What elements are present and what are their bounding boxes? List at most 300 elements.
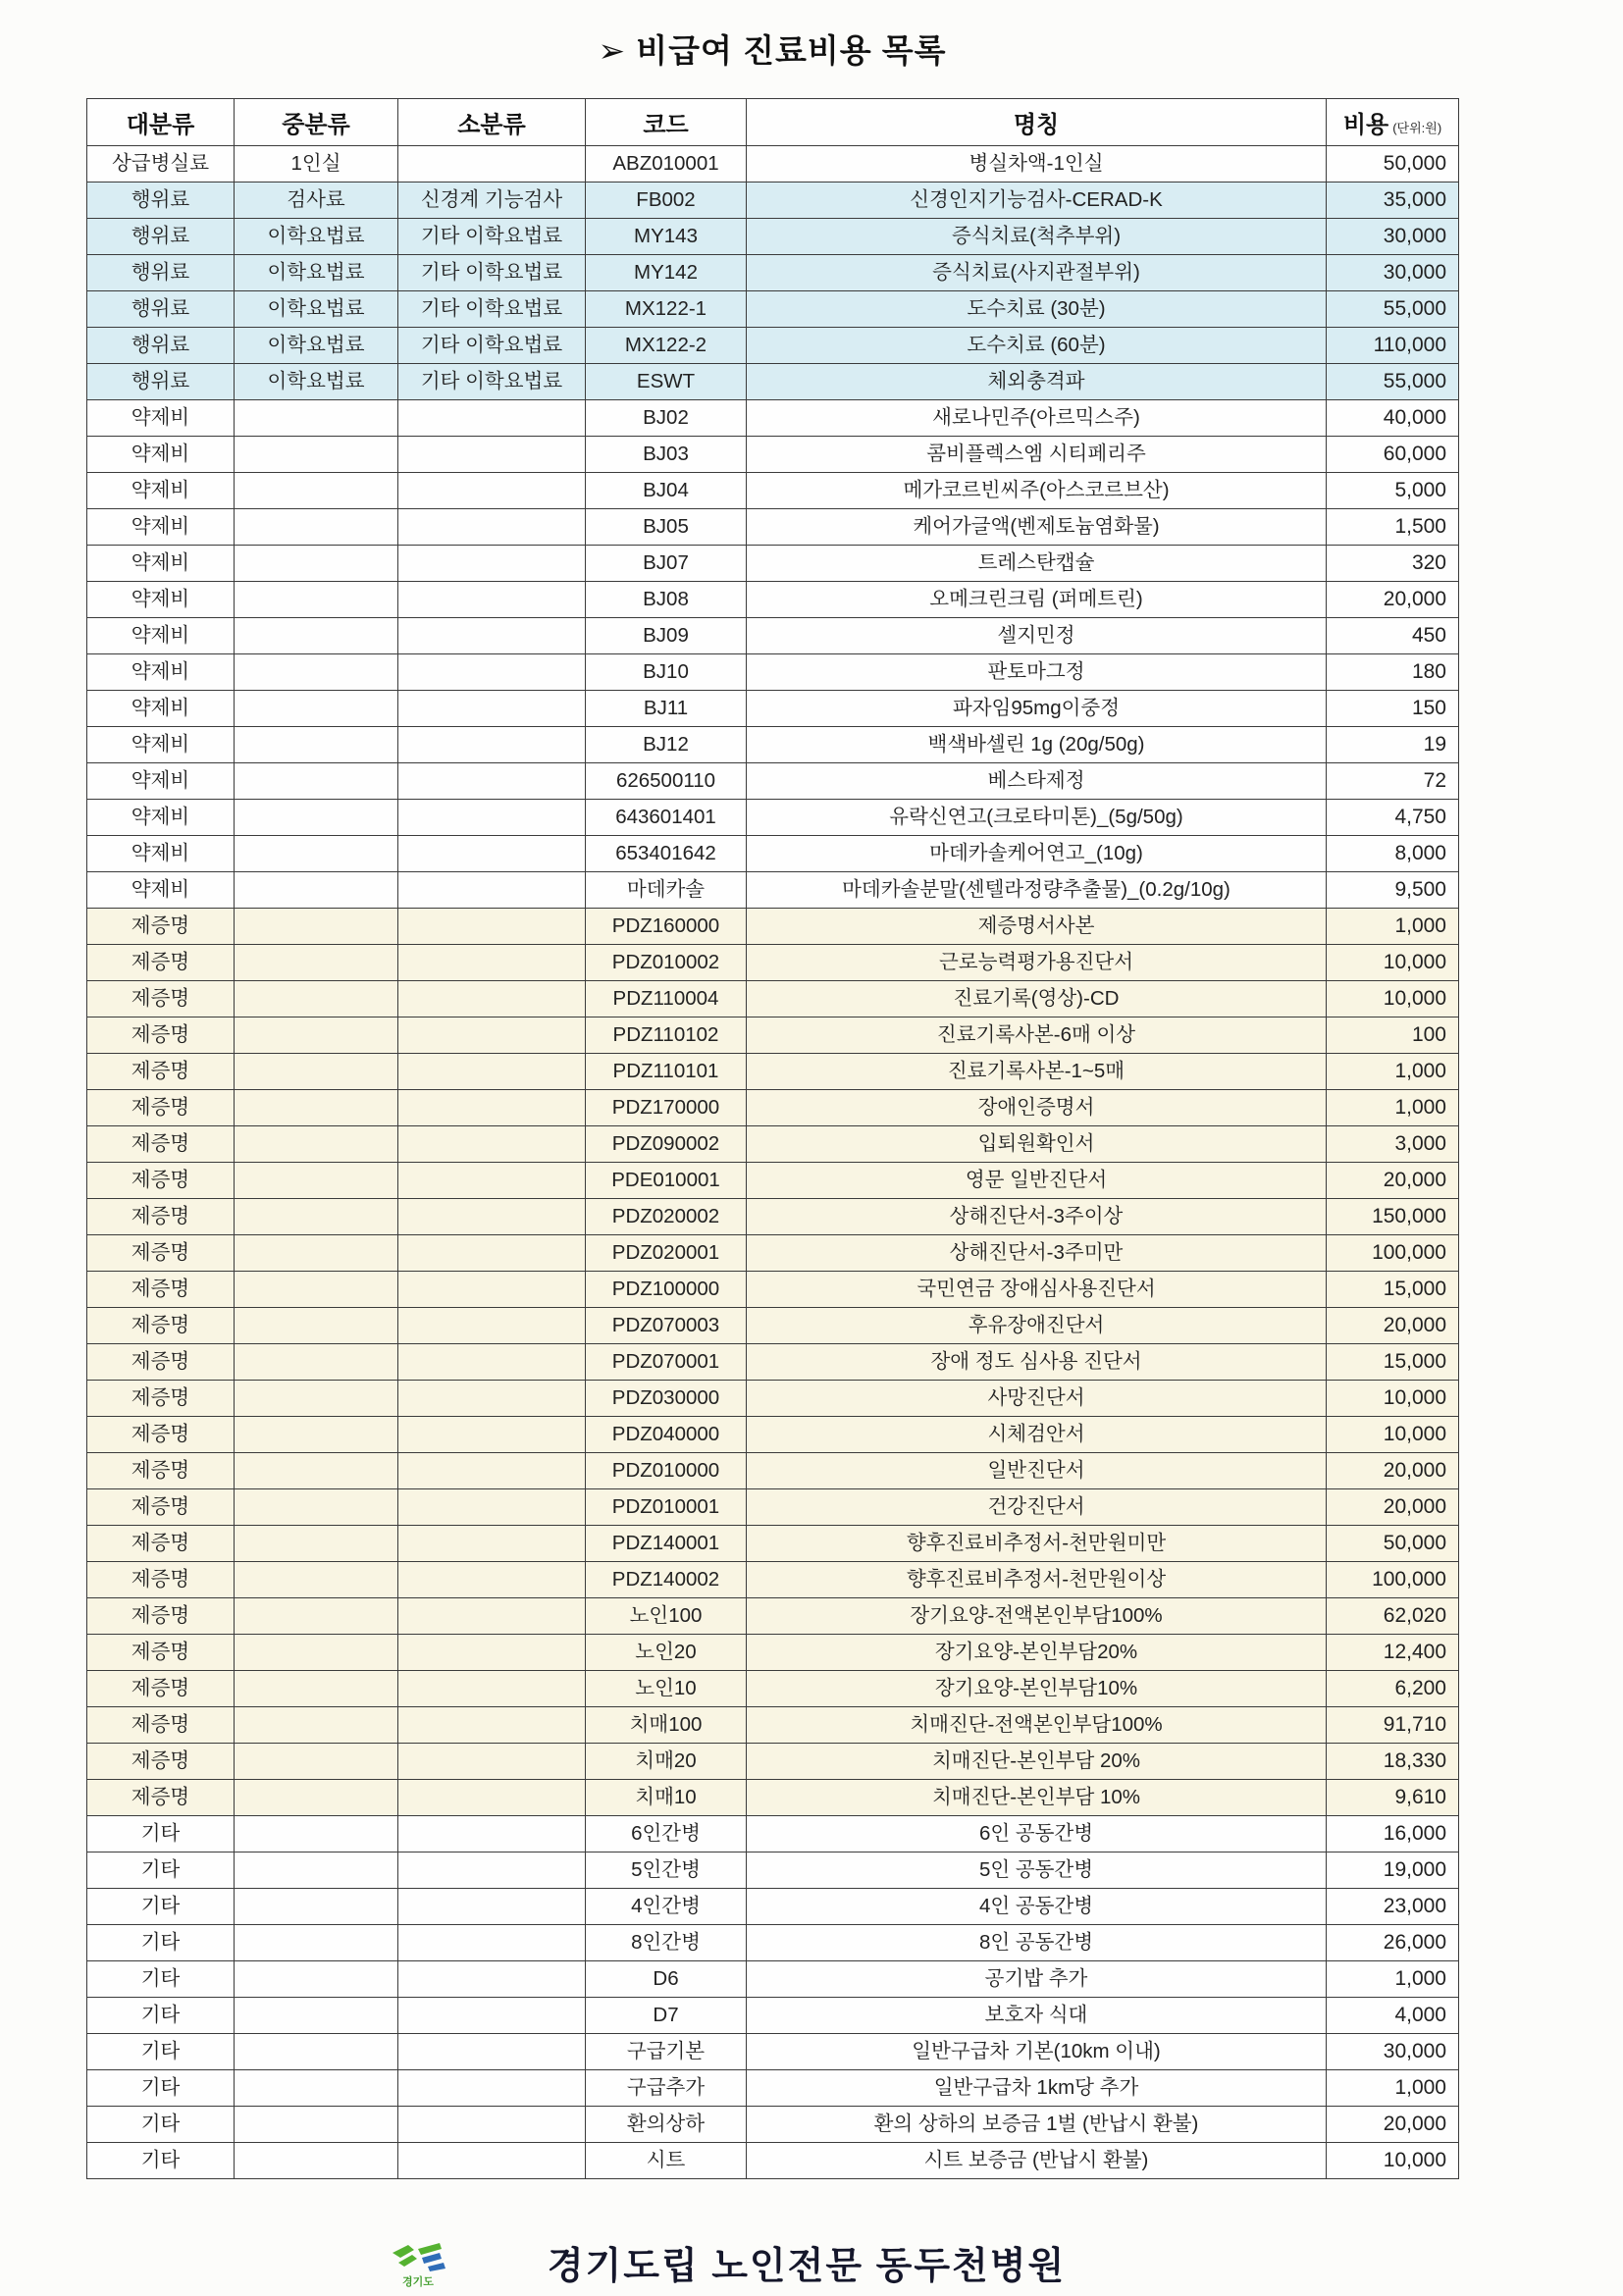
table-row [87,582,1459,618]
cell-midcategory: 이학요법료 [235,364,398,400]
cell-code: PDZ140001 [586,1526,747,1562]
cell-name: 일반구급차 기본(10km 이내) [747,2034,1327,2070]
cell-category: 약제비 [87,727,235,763]
cell-name: 도수치료 (30분) [747,291,1327,328]
cell-name: 장기요양-본인부담20% [747,1635,1327,1671]
cell-midcategory [235,981,398,1018]
table-row [87,1489,1459,1526]
cell-cost: 150,000 [1327,1199,1459,1235]
cell-subcategory [398,909,586,945]
cell-category: 행위료 [87,328,235,364]
cell-category: 약제비 [87,836,235,872]
cell-midcategory [235,2034,398,2070]
cell-cost: 1,000 [1327,909,1459,945]
table-row [87,909,1459,945]
cell-category: 기타 [87,1998,235,2034]
cell-cost: 50,000 [1327,1526,1459,1562]
table-row [87,872,1459,909]
cell-cost: 10,000 [1327,1381,1459,1417]
table-row [87,1961,1459,1998]
table-row [87,183,1459,219]
cell-midcategory [235,1889,398,1925]
cell-subcategory [398,582,586,618]
cell-name: 일반구급차 1km당 추가 [747,2070,1327,2107]
cell-midcategory [235,763,398,800]
cell-subcategory [398,400,586,437]
cell-name: 8인 공동간병 [747,1925,1327,1961]
header-row [87,99,1459,146]
cell-subcategory [398,872,586,909]
cell-midcategory [235,1453,398,1489]
cell-name: 국민연금 장애심사용진단서 [747,1272,1327,1308]
cell-category: 기타 [87,1961,235,1998]
cell-subcategory: 신경계 기능검사 [398,183,586,219]
cell-category: 제증명 [87,1562,235,1598]
cell-category: 제증명 [87,1272,235,1308]
cell-category: 제증명 [87,1598,235,1635]
cell-subcategory [398,836,586,872]
cell-midcategory [235,691,398,727]
cell-category: 기타 [87,2034,235,2070]
cell-code: 환의상하 [586,2107,747,2143]
table-row [87,1090,1459,1126]
cell-cost: 10,000 [1327,2143,1459,2179]
hospital-name: 경기도립 노인전문 동두천병원 [547,2246,1067,2287]
table-row [87,981,1459,1018]
cell-code: ABZ010001 [586,146,747,183]
cell-name: 환의 상하의 보증금 1벌 (반납시 환불) [747,2107,1327,2143]
cell-midcategory [235,1816,398,1852]
cell-name: 6인 공동간병 [747,1816,1327,1852]
cell-category: 약제비 [87,618,235,654]
cell-subcategory [398,1816,586,1852]
table-row [87,1308,1459,1344]
header-cell-name: 명칭 [747,99,1327,146]
cell-name: 마데카솔분말(센텔라정량추출물)_(0.2g/10g) [747,872,1327,909]
cell-midcategory [235,1199,398,1235]
cell-category: 제증명 [87,1126,235,1163]
cell-code: PDE010001 [586,1163,747,1199]
cell-code: ESWT [586,364,747,400]
cell-category: 제증명 [87,1489,235,1526]
cell-category: 기타 [87,1889,235,1925]
cell-code: 구급추가 [586,2070,747,2107]
cell-category: 행위료 [87,291,235,328]
table-row [87,255,1459,291]
cell-subcategory [398,1272,586,1308]
cell-subcategory [398,2107,586,2143]
cell-category: 행위료 [87,364,235,400]
table-row [87,2070,1459,2107]
cell-midcategory [235,1744,398,1780]
cell-code: 구급기본 [586,2034,747,2070]
cell-category: 행위료 [87,219,235,255]
cell-category: 제증명 [87,945,235,981]
cell-category: 제증명 [87,1707,235,1744]
cell-subcategory [398,1889,586,1925]
cell-code: BJ05 [586,509,747,546]
cell-name: 콤비플렉스엠 시티페리주 [747,437,1327,473]
cell-name: 장기요양-전액본인부담100% [747,1598,1327,1635]
table-row [87,1054,1459,1090]
cell-name: 유락신연고(크로타미톤)_(5g/50g) [747,800,1327,836]
cell-subcategory [398,2070,586,2107]
cell-category: 약제비 [87,473,235,509]
cell-subcategory [398,1126,586,1163]
cell-code: BJ12 [586,727,747,763]
cell-subcategory [398,1453,586,1489]
table-row [87,219,1459,255]
cell-cost: 20,000 [1327,2107,1459,2143]
cell-name: 4인 공동간병 [747,1889,1327,1925]
cost-unit-note: (단위:원) [1392,121,1442,135]
cell-cost: 20,000 [1327,1163,1459,1199]
cell-subcategory [398,691,586,727]
cell-cost: 10,000 [1327,945,1459,981]
cell-category: 기타 [87,2070,235,2107]
cell-midcategory [235,1090,398,1126]
cell-name: 파자임95mg이중정 [747,691,1327,727]
table-row [87,291,1459,328]
cell-cost: 23,000 [1327,1889,1459,1925]
cell-name: 오메크린크림 (퍼메트린) [747,582,1327,618]
table-row [87,546,1459,582]
cell-cost: 3,000 [1327,1126,1459,1163]
cell-midcategory [235,1489,398,1526]
cell-code: 4인간병 [586,1889,747,1925]
cell-category: 약제비 [87,400,235,437]
cell-code: BJ09 [586,618,747,654]
cell-cost: 180 [1327,654,1459,691]
table-row [87,146,1459,183]
cell-subcategory [398,1598,586,1635]
cell-midcategory [235,872,398,909]
cell-midcategory [235,654,398,691]
cell-subcategory [398,1671,586,1707]
cell-midcategory [235,618,398,654]
cell-name: 베스타제정 [747,763,1327,800]
cell-midcategory [235,1308,398,1344]
cell-category: 행위료 [87,255,235,291]
cell-midcategory [235,1272,398,1308]
cell-name: 보호자 식대 [747,1998,1327,2034]
cell-name: 향후진료비추정서-천만원이상 [747,1562,1327,1598]
cell-category: 약제비 [87,800,235,836]
cell-cost: 150 [1327,691,1459,727]
cell-name: 시체검안서 [747,1417,1327,1453]
table-row [87,400,1459,437]
table-row [87,1635,1459,1671]
cell-subcategory [398,1235,586,1272]
cell-category: 제증명 [87,1199,235,1235]
table-row [87,1163,1459,1199]
cell-midcategory [235,437,398,473]
cell-code: PDZ070001 [586,1344,747,1381]
cell-cost: 9,610 [1327,1780,1459,1816]
cell-cost: 30,000 [1327,255,1459,291]
cell-code: 653401642 [586,836,747,872]
table-row [87,1453,1459,1489]
cell-cost: 16,000 [1327,1816,1459,1852]
table-row [87,2107,1459,2143]
cell-category: 기타 [87,1816,235,1852]
cell-subcategory: 기타 이학요법료 [398,328,586,364]
cell-midcategory [235,1054,398,1090]
cell-subcategory [398,618,586,654]
cell-subcategory [398,1998,586,2034]
table-row [87,654,1459,691]
cell-cost: 1,000 [1327,1961,1459,1998]
cell-subcategory [398,1707,586,1744]
cell-midcategory [235,800,398,836]
cell-cost: 4,750 [1327,800,1459,836]
cell-name: 치매진단-본인부담 20% [747,1744,1327,1780]
cell-name: 장애인증명서 [747,1090,1327,1126]
cell-midcategory [235,582,398,618]
cell-name: 치매진단-본인부담 10% [747,1780,1327,1816]
cell-name: 트레스탄캡슐 [747,546,1327,582]
cell-code: BJ04 [586,473,747,509]
cell-midcategory [235,509,398,546]
cell-code: PDZ110101 [586,1054,747,1090]
cell-subcategory [398,1562,586,1598]
cell-code: PDZ010002 [586,945,747,981]
cell-category: 제증명 [87,1780,235,1816]
table-row [87,1381,1459,1417]
table-row [87,836,1459,872]
cell-subcategory [398,1744,586,1780]
cell-cost: 6,200 [1327,1671,1459,1707]
cell-code: PDZ070003 [586,1308,747,1344]
cell-code: 노인100 [586,1598,747,1635]
cell-cost: 1,500 [1327,509,1459,546]
cell-name: 증식치료(척추부위) [747,219,1327,255]
header-cell-subcategory: 소분류 [398,99,586,146]
cell-name: 증식치료(사지관절부위) [747,255,1327,291]
cell-name: 공기밥 추가 [747,1961,1327,1998]
cell-cost: 1,000 [1327,1090,1459,1126]
cell-category: 제증명 [87,1635,235,1671]
cell-midcategory [235,1598,398,1635]
cell-code: 643601401 [586,800,747,836]
cell-midcategory [235,546,398,582]
cell-midcategory [235,1235,398,1272]
table-row [87,1526,1459,1562]
cell-name: 마데카솔케어연고_(10g) [747,836,1327,872]
cell-code: MX122-1 [586,291,747,328]
cell-cost: 15,000 [1327,1344,1459,1381]
cell-cost: 110,000 [1327,328,1459,364]
cell-subcategory [398,1961,586,1998]
cell-code: PDZ010000 [586,1453,747,1489]
cell-cost: 72 [1327,763,1459,800]
fee-table-body [87,146,1459,2179]
cell-name: 입퇴원확인서 [747,1126,1327,1163]
cell-category: 기타 [87,2143,235,2179]
table-row [87,1235,1459,1272]
cell-subcategory: 기타 이학요법료 [398,364,586,400]
cell-code: PDZ160000 [586,909,747,945]
cell-midcategory [235,1417,398,1453]
cell-cost: 40,000 [1327,400,1459,437]
cell-category: 약제비 [87,546,235,582]
cell-subcategory [398,1489,586,1526]
cell-category: 제증명 [87,1671,235,1707]
cell-midcategory [235,1126,398,1163]
cell-code: 노인10 [586,1671,747,1707]
cell-subcategory [398,146,586,183]
table-row [87,328,1459,364]
cell-code: MY142 [586,255,747,291]
page-title: ➢ 비급여 진료비용 목록 [598,32,947,69]
logo-caption: 경기도 [402,2276,434,2288]
cell-code: BJ07 [586,546,747,582]
cell-name: 일반진단서 [747,1453,1327,1489]
table-row [87,1925,1459,1961]
cell-cost: 1,000 [1327,2070,1459,2107]
cell-code: BJ11 [586,691,747,727]
cell-code: BJ08 [586,582,747,618]
cell-subcategory [398,509,586,546]
table-row [87,727,1459,763]
cell-subcategory: 기타 이학요법료 [398,255,586,291]
cell-name: 5인 공동간병 [747,1852,1327,1889]
table-row [87,1816,1459,1852]
cell-subcategory [398,1344,586,1381]
cell-code: BJ10 [586,654,747,691]
cell-subcategory: 기타 이학요법료 [398,219,586,255]
cell-subcategory [398,2034,586,2070]
cell-name: 신경인지기능검사-CERAD-K [747,183,1327,219]
cell-midcategory [235,836,398,872]
cell-category: 제증명 [87,1344,235,1381]
cell-midcategory: 1인실 [235,146,398,183]
cell-code: 치매100 [586,1707,747,1744]
cell-midcategory [235,1961,398,1998]
cell-midcategory [235,1163,398,1199]
cell-code: 6인간병 [586,1816,747,1852]
cell-name: 케어가글액(벤제토늄염화물) [747,509,1327,546]
cell-name: 향후진료비추정서-천만원미만 [747,1526,1327,1562]
cell-name: 병실차액-1인실 [747,146,1327,183]
cell-code: PDZ030000 [586,1381,747,1417]
cell-category: 약제비 [87,872,235,909]
cell-category: 약제비 [87,509,235,546]
cell-name: 백색바셀린 1g (20g/50g) [747,727,1327,763]
cell-cost: 100,000 [1327,1562,1459,1598]
cell-midcategory [235,1925,398,1961]
cell-cost: 62,020 [1327,1598,1459,1635]
table-row [87,691,1459,727]
cell-category: 제증명 [87,981,235,1018]
fee-table [86,98,1459,2179]
cell-midcategory [235,1018,398,1054]
cell-category: 제증명 [87,1526,235,1562]
cell-cost: 10,000 [1327,1417,1459,1453]
cell-category: 제증명 [87,1308,235,1344]
table-row [87,618,1459,654]
header-cell-category: 대분류 [87,99,235,146]
cost-header-label: 비용 [1342,112,1389,138]
cell-category: 기타 [87,2107,235,2143]
cell-code: BJ02 [586,400,747,437]
cell-subcategory [398,1018,586,1054]
cell-cost: 19,000 [1327,1852,1459,1889]
cell-category: 약제비 [87,654,235,691]
cell-code: PDZ110004 [586,981,747,1018]
cell-cost: 55,000 [1327,364,1459,400]
table-row [87,1562,1459,1598]
cell-name: 제증명서사본 [747,909,1327,945]
table-row [87,763,1459,800]
cell-midcategory [235,1381,398,1417]
cell-category: 기타 [87,1925,235,1961]
cell-cost: 91,710 [1327,1707,1459,1744]
cell-code: 마데카솔 [586,872,747,909]
cell-cost: 15,000 [1327,1272,1459,1308]
table-row [87,800,1459,836]
cell-code: 5인간병 [586,1852,747,1889]
cell-cost: 100 [1327,1018,1459,1054]
cell-midcategory [235,1780,398,1816]
table-row [87,1852,1459,1889]
cell-code: PDZ020001 [586,1235,747,1272]
header-cell-cost [1327,99,1459,146]
cell-code: PDZ140002 [586,1562,747,1598]
cell-name: 장기요양-본인부담10% [747,1671,1327,1707]
cell-midcategory [235,400,398,437]
cell-code: D6 [586,1961,747,1998]
cell-name: 셀지민정 [747,618,1327,654]
table-row [87,1199,1459,1235]
table-row [87,945,1459,981]
cell-category: 행위료 [87,183,235,219]
cell-code: 8인간병 [586,1925,747,1961]
cell-midcategory [235,2143,398,2179]
cell-code: BJ03 [586,437,747,473]
cell-name: 진료기록(영상)-CD [747,981,1327,1018]
cell-midcategory [235,1852,398,1889]
cell-category: 약제비 [87,763,235,800]
table-row [87,1417,1459,1453]
cell-midcategory: 이학요법료 [235,291,398,328]
footer [86,2235,1458,2294]
cell-cost: 26,000 [1327,1925,1459,1961]
cell-cost: 12,400 [1327,1635,1459,1671]
cell-subcategory [398,1199,586,1235]
cell-cost: 450 [1327,618,1459,654]
cell-category: 제증명 [87,1163,235,1199]
cell-cost: 4,000 [1327,1998,1459,2034]
cell-code: D7 [586,1998,747,2034]
cell-category: 약제비 [87,582,235,618]
cell-code: 치매20 [586,1744,747,1780]
cell-name: 후유장애진단서 [747,1308,1327,1344]
cell-cost: 30,000 [1327,2034,1459,2070]
cell-name: 장애 정도 심사용 진단서 [747,1344,1327,1381]
cell-subcategory [398,1381,586,1417]
cell-name: 도수치료 (60분) [747,328,1327,364]
cell-midcategory [235,2107,398,2143]
cell-midcategory: 이학요법료 [235,219,398,255]
cell-subcategory [398,800,586,836]
cell-cost: 55,000 [1327,291,1459,328]
table-row [87,1998,1459,2034]
cell-name: 근로능력평가용진단서 [747,945,1327,981]
cell-subcategory [398,763,586,800]
cell-category: 제증명 [87,909,235,945]
cell-name: 치매진단-전액본인부담100% [747,1707,1327,1744]
